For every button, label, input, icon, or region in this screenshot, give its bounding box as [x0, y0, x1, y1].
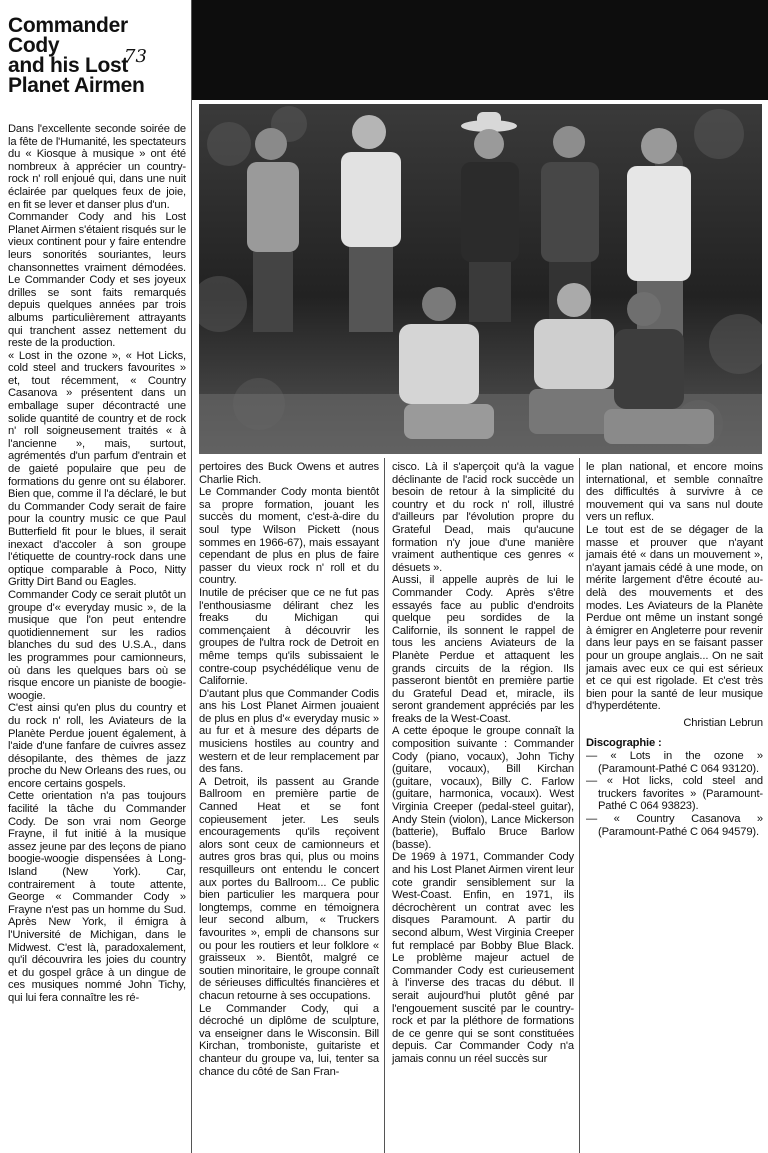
paragraph: cisco. Là il s'aperçoit qu'à la vague déclinante de l'acid rock succède un besoin de retour à la simplicité du country et du rock n' roll, illustré d'ailleurs par l'évolution propre du Grateful Dead, mais qu'aucune formation n'y joue d'une manière vraiment authentique ces genres « désuets ».: [392, 461, 574, 574]
paragraph: Le Commander Cody, qui a décroché un diplôme de sculpture, va enseigner dans le Wisconsin. Bill Kirchan, tromboniste, guitariste et chanteur du groupe va, lui, tenter sa chance du côté de San Fran-: [199, 1002, 379, 1078]
paragraph: De 1969 à 1971, Commander Cody and his Lost Planet Airmen virent leur cote grandir sensiblement sur la West-Coast. Enfin, en 1971, ils décrochèrent un contrat avec les disques Paramount. A partir du second album, West Virginia Creeper fut remplacé par Bobby Blue Black. Le problème majeur actuel de Commander Cody est curieusement à l'inverse des tracas du début. Il serait aujourd'hui plutôt gêné par l'engouement suscité par le country-rock et par la pléthore de formations de ce genre qui se sont constituées depuis. Car Commander Cody n'a jamais connu un réel succès sur: [392, 851, 574, 1065]
discography-item: — « Country Casanova » (Paramount-Pathé C 064 94579).: [586, 813, 763, 838]
paragraph: pertoires des Buck Owens et autres Charlie Rich.: [199, 461, 379, 486]
handwritten-note: 73: [124, 46, 147, 67]
discography-item: — « Hot licks, cold steel and truckers favorites » (Paramount-Pathé C 064 93823).: [586, 775, 763, 813]
paragraph: Commander Cody ce serait plutôt un groupe d'« everyday music », de la musique que l'on peut entendre quotidiennement sur les radios blanches du sud des U.S.A., dans les programmes pour camionneurs, où dans les quelques bars où se risque encore un pianiste de boogie-woogie.: [8, 588, 186, 702]
article-title: [8, 16, 190, 96]
paragraph: A cette époque le groupe connaît la composition suivante : Commander Cody (piano, vocaux), John Tichy (guitare, vocaux), Bill Kirchan (guitare, vocaux), Billy C. Farlow (guitare, harmonica, vocaux). West Virginia Creeper (pedal-steel guitar), Andy Stein (violon), Lance Mickerson (batterie), Buffalo Bruce Barlow (basse).: [392, 725, 574, 851]
title-line: and his Lost: [8, 54, 129, 77]
top-black-band: [192, 0, 768, 100]
paragraph: A Detroit, ils passent au Grande Ballroom en première partie de Canned Heat et se font copieusement jeter. Les seuls encouragements qu'ils reçoivent alors sont ceux de camionneurs et autres gros bras qui, plus ou moins resquilleurs ont entendu le concert aux portes du Ballroom... Ce public bien particulier les marquera pour longtemps, comme en témoignera leur second album, « Truckers favourites », empli de chansons sur ou pour les routiers et leur folklore « graisseux ». Bientôt, malgré ce soutien minoritaire, le groupe connaît de sérieuses difficultés financières et chacun retourne à ses occupations.: [199, 775, 379, 1002]
article-column-1: [8, 123, 186, 1005]
column-rule: [191, 0, 192, 1153]
title-line: Cody: [8, 34, 60, 57]
article-column-4: [586, 461, 763, 838]
paragraph: le plan national, et encore moins international, et semble connaître des difficultés à survivre à ce mouvement qui va sans nul doute vers un reflux.: [586, 461, 763, 524]
paragraph: Inutile de préciser que ce ne fut pas l'enthousiasme délirant chez les freaks du Michigan qui commençaient à découvrir les groupes de l'ultra rock de Detroit en même temps qu'ils subissaient le contre-coup psychédélique venu de Californie.: [199, 586, 379, 688]
paragraph: Commander Cody and his Lost Planet Airmen s'étaient risqués sur le vieux continent pour y faire entendre leurs sonorités souriantes, leurs chansonnettes vraiment démodées. Le Commander Cody et ses joyeux drilles se sont faits remarqués depuis quelques années par trois albums particulièrement attrayants qui tranchent assez nettement du reste de la production.: [8, 211, 187, 350]
discography-item: — « Lots in the ozone » (Paramount-Pathé C 064 93120).: [586, 750, 763, 775]
paragraph: Aussi, il appelle auprès de lui le Commander Cody. Après s'être essayés face au public d'endroits quelque peu sordides de la Californie, ils sonnent le rappel de tous les anciens Aviateurs de la Planète Perdue et attaquent les grands circuits de la région. Ils passeront bientôt en première partie du Grateful Dead et, miracle, ils seront grandement appréciés par les freaks de la West-Coast.: [392, 574, 574, 725]
paragraph: « Lost in the ozone », « Hot Licks, cold steel and truckers favourites » et, tout récemment, « Country Casanova » présentent dans un emballage super décontracté une solide quantité de country et de rock n' roll soigneusement traités « à l'ancienne », mais, surtout, agrémentés d'un parfum d'entrain et de gaieté populaire que peu de formations du genre ont su élaborer. Bien que, comme il l'a déclaré, le but du Commander Cody serait de faire pour la country music ce que Paul Butterfield fit pour le blues, il serait inexact d'accoler à son groupe l'étiquette de country-rock dans une optique comparable à Poco, Nitty Gritty Dirt Band ou Eagles.: [8, 349, 186, 589]
paragraph: Le Commander Cody monta bientôt sa propre formation, jouant les succès du moment, c'est-à-dire du soul type Wilson Pickett (nous sommes en 1966-67), mais essayant cependant de plus en plus de faire passer du vieux rock n' roll et du country.: [199, 486, 379, 587]
paragraph: D'autant plus que Commander Codis ans his Lost Planet Airmen jouaient de plus en plus d'« everyday music » au fur et à mesure des départs de musiciens hostiles au country and western et de leur remplacement par des fans.: [199, 687, 379, 776]
article-column-2: [199, 461, 379, 1078]
paragraph: Cette orientation n'a pas toujours facilité la tâche du Commander Cody. De son vrai nom George Frayne, il fut initié à la musique assez jeune par des leçons de piano boogie-woogie dispensées à Long-Island (New York). Car, contrairement à toute attente, George « Commander Cody » Frayne n'est pas un homme du Sud. Après New York, il émigra à l'Université de Michigan, dans le Midwest. C'est là, paradoxalement, qu'il découvrira les joies du country et du gospel grâce à un dingue de ces musiques nommé John Tichy, qui lui fera connaître les ré-: [8, 790, 186, 1004]
discography-heading: Discographie :: [586, 737, 662, 750]
column-rule: [384, 458, 385, 1153]
article-column-3: [392, 461, 574, 1066]
author-signature: Christian Lebrun: [683, 716, 763, 729]
paragraph: C'est ainsi qu'en plus du country et du rock n' roll, les Aviateurs de la Planète Perdue jouent également, à l'aide d'une fanfare de cuivres assez désopilante, des thèmes de jazz proche du New Orleans des rues, ou encore certains gospels.: [8, 702, 186, 790]
paragraph: Le tout est de se dégager de la masse et prouver que n'ayant jamais été « dans un mouvement », n'ayant jamais cédé à une mode, on mérite largement d'être écouté au-delà des mouvements et des modes. Les Aviateurs de la Planète Perdue ont même un instant songé à émigrer en Angleterre pour revenir dans leur pays en se faisant passer pour un groupe anglais... On ne sait jamais avec eux ce qui est sérieux et ce qui est rigolade. Et c'est très bien pour la santé de leur musique d'hyperdétente.: [586, 523, 763, 713]
title-line: Planet Airmen: [8, 74, 145, 97]
column-rule: [579, 458, 580, 1153]
discography-list: [586, 750, 763, 838]
title-line: Commander: [8, 14, 128, 37]
band-photo: [199, 104, 762, 454]
paragraph: Dans l'excellente seconde soirée de la fête de l'Humanité, les spectateurs du « Kiosque à musique » ont été nombreux à apprécier un country-rock n' roll enjoué qui, dans une nuit éclairée par quelques feux de joie, en fit se lever et danser plus d'un.: [8, 123, 186, 211]
